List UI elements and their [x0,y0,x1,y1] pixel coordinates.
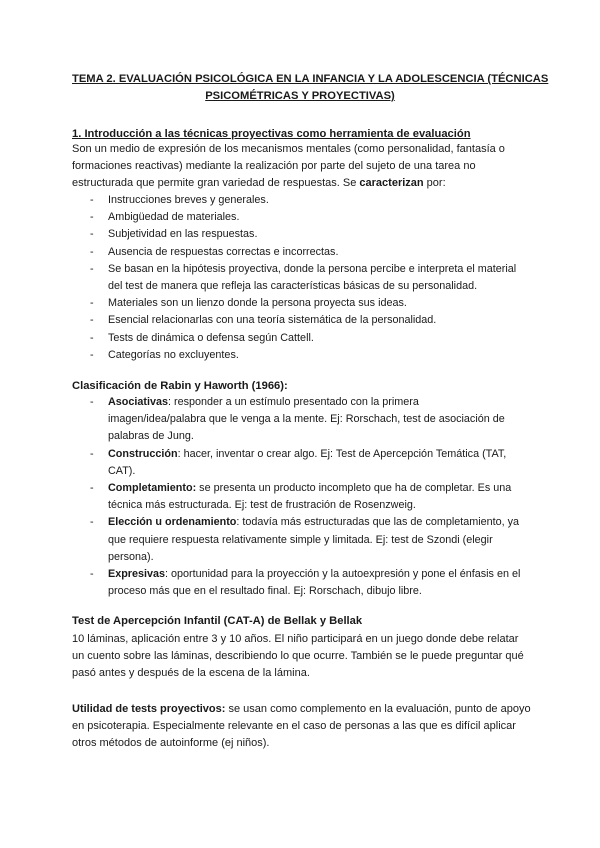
list-item: - Expresivas: oportunidad para la proyección y la autoexpresión y pone el énfasis en el proceso más que en el resultado final. Ej: Rorschach, dibujo libre. [90,568,521,598]
list-item: - Tests de dinámica o defensa según Cattell. [90,331,314,344]
characteristics-list [72,192,532,364]
utilidad-label: Utilidad de tests proyectivos: [72,703,226,715]
list-item: - Esencial relacionarlas con una teoría sistemática de la personalidad. [90,314,437,327]
utilidad-paragraph: Utilidad de tests proyectivos: se usan como complemento en la evaluación, punto de apoyo en psicoterapia. Especialmente relevante en el caso de personas a las que es difícil aplicar otros métodos de autoinforme (ej niños). [72,703,531,750]
clasificacion-list [72,394,532,600]
title-line-2: PSICOMÉTRICAS Y PROYECTIVAS) [205,90,395,102]
list-item: - Construcción: hacer, inventar o crear algo. Ej: Test de Apercepción Temática (TAT, CAT). [90,447,507,477]
cat-paragraph: 10 láminas, aplicación entre 3 y 10 años. El niño participará en un juego donde debe relatar un cuento sobre las láminas, describiendo lo que ocurre. También se le puede preguntar qué pasó antes y después de la escena de la lámina. [72,633,524,680]
list-item: - Categorías no excluyentes. [90,348,239,361]
title-line-1: TEMA 2. EVALUACIÓN PSICOLÓGICA EN LA INFANCIA Y LA ADOLESCENCIA (TÉCNICAS [72,73,549,85]
intro-line-2: formaciones reactivas) mediante la realización por parte del sujeto de una tarea no [72,160,476,173]
term-eleccion: Elección u ordenamiento [108,516,237,529]
list-item: - Ausencia de respuestas correctas e incorrectas. [90,245,339,258]
section-heading-cat: Test de Apercepción Infantil (CAT-A) de Bellak y Bellak [72,615,363,627]
caracterizan-bold: caracterizan [359,177,424,190]
list-item: - Elección u ordenamiento: todavía más estructuradas que las de completamiento, ya que requiere respuesta relativamente simple y limitada. Ej: test de Szondi (elegir persona). [90,516,520,563]
term-expresivas: Expresivas [108,568,166,581]
list-item: - Asociativas: responder a un estímulo presentado con la primera imagen/idea/palabra que le venga a la mente. Ej: Rorschach, test de asociación de palabras de Jung. [90,396,505,443]
list-item: - Completamiento: se presenta un producto incompleto que ha de completar. Es una técnica más estructurada. Ej: test de frustración de Rosenzweig. [90,482,512,512]
section-heading-intro: 1. Introducción a las técnicas proyectivas como herramienta de evaluación [72,128,471,140]
list-item: - Materiales son un lienzo donde la persona proyecta sus ideas. [90,297,407,310]
list-item: - Instrucciones breves y generales. [90,194,269,206]
term-construccion: Construcción [108,447,178,460]
term-completamiento: Completamiento: [108,482,197,495]
intro-line-1: Son un medio de expresión de los mecanismos mentales (como personalidad, fantasía o [72,143,505,155]
intro-line-3: estructurada que permite gran variedad de respuestas. Se caracterizan por: [72,177,446,190]
list-item: - Se basan en la hipótesis proyectiva, donde la persona percibe e interpreta el material del test de manera que refleja las características básicas de su personalidad. [90,262,517,293]
document-title [72,71,549,105]
term-asociativas: Asociativas [108,396,169,408]
list-item: - Ambigüedad de materiales. [90,211,240,224]
intro-paragraph [72,141,532,193]
section-heading-clasificacion: Clasificación de Rabin y Haworth (1966): [72,380,288,392]
list-item: - Subjetividad en las respuestas. [90,228,258,241]
